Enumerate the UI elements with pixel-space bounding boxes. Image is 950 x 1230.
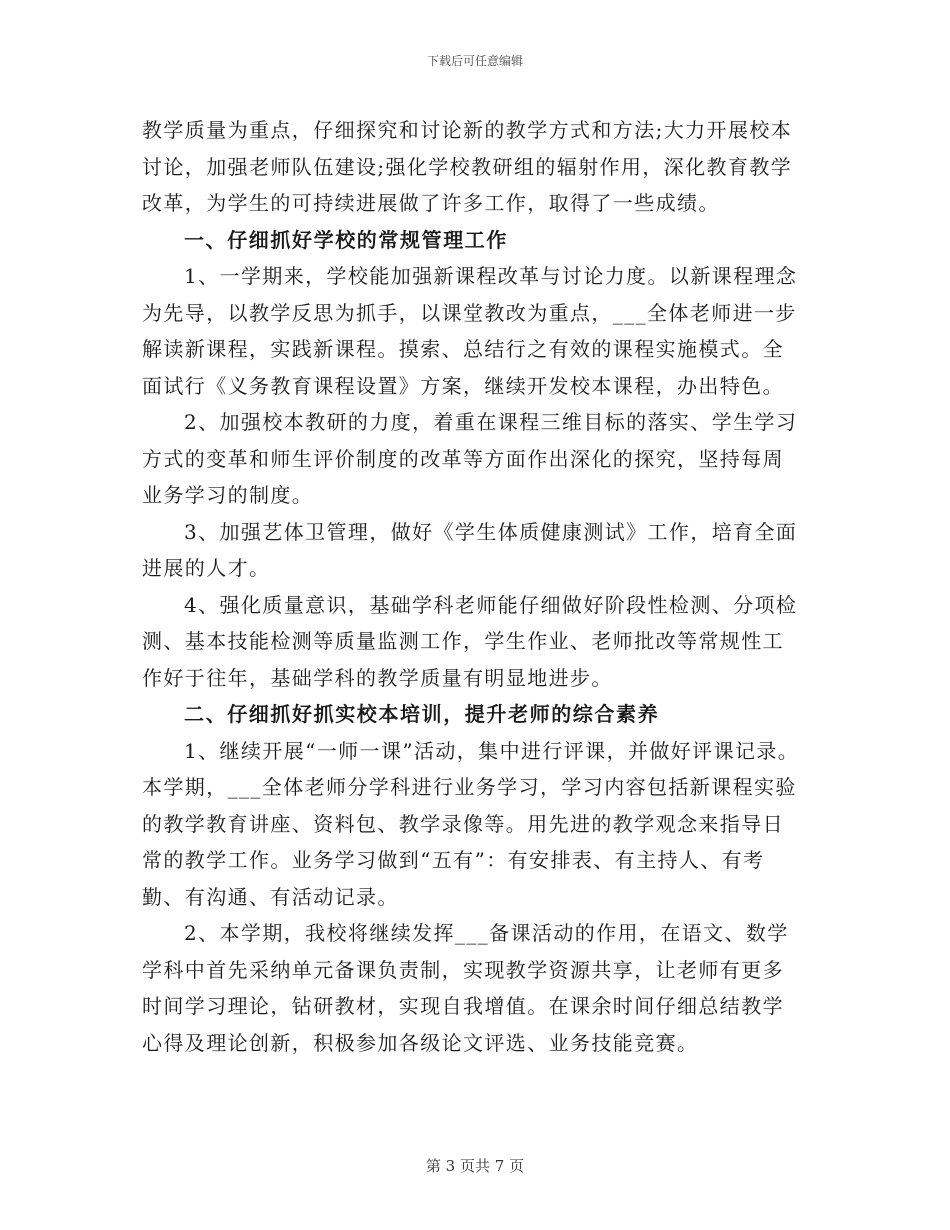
body-line: 2、加强校本教研的力度，着重在课程三维目标的落实、学生学习 <box>184 410 798 434</box>
body-line: 测、基本技能检测等质量监测工作，学生作业、老师批改等常规性工 <box>142 629 784 653</box>
body-line: 勤、有沟通、有活动记录。 <box>142 884 399 909</box>
body-line: 改革，为学生的可持续进展做了许多工作，取得了一些成绩。 <box>142 191 720 215</box>
body-line: 进展的人才。 <box>142 556 271 580</box>
body-line: 面试行《义务教育课程设置》方案，继续开发校本课程，办出特色。 <box>142 373 784 398</box>
body-line: 1、一学期来，学校能加强新课程改革与讨论力度。以新课程理念 <box>184 264 798 288</box>
body-line: 讨论，加强老师队伍建设;强化学校教研组的辐射作用，深化教育教学 <box>142 154 793 179</box>
body-line: 2、本学期，我校将继续发挥___备课活动的作用，在语文、数学 <box>184 921 789 945</box>
body-line: 学科中首先采纳单元备课负责制，实现教学资源共享，让老师有更多 <box>142 957 784 982</box>
body-line: 方式的变革和师生评价制度的改革等方面作出深化的探究，坚持每周 <box>142 446 784 471</box>
body-line: 的教学教育讲座、资料包、教学录像等。用先进的教学观念来指导日 <box>142 811 784 836</box>
section-heading-1: 一、仔细抓好学校的常规管理工作 <box>184 227 508 252</box>
body-line: 业务学习的制度。 <box>142 483 314 507</box>
body-line: 常的教学工作。业务学习做到“五有”：有安排表、有主持人、有考 <box>142 848 765 872</box>
page-header: 下载后可任意编辑 <box>426 54 523 68</box>
body-line: 解读新课程，实践新课程。摸索、总结行之有效的课程实施模式。全 <box>142 337 784 361</box>
body-line: 教学质量为重点，仔细探究和讨论新的教学方式和方法;大力开展校本 <box>142 118 793 142</box>
body-line: 1、继续开展“一师一课”活动，集中进行评课，并做好评课记录。 <box>184 738 800 763</box>
section-heading-2: 二、仔细抓好抓实校本培训，提升老师的综合素养 <box>184 702 660 726</box>
document-body <box>142 112 808 1061</box>
body-line: 4、强化质量意识，基础学科老师能仔细做好阶段性检测、分项检 <box>184 592 798 617</box>
page-number: 第 3 页共 7 页 <box>425 1157 525 1175</box>
body-line: 3、加强艺体卫管理，做好《学生体质健康测试》工作，培育全面 <box>184 519 798 544</box>
body-line: 本学期，___全体老师分学科进行业务学习，学习内容包括新课程实验 <box>142 775 797 799</box>
body-line: 作好于往年，基础学科的教学质量有明显地进步。 <box>142 665 613 690</box>
body-line: 为先导，以教学反思为抓手，以课堂教改为重点，___全体老师进一步 <box>142 300 797 325</box>
body-line: 心得及理论创新，积极参加各级论文评选、业务技能竞赛。 <box>142 1030 699 1055</box>
body-line: 时间学习理论，钻研教材，实现自我增值。在课余时间仔细总结教学 <box>142 994 784 1018</box>
